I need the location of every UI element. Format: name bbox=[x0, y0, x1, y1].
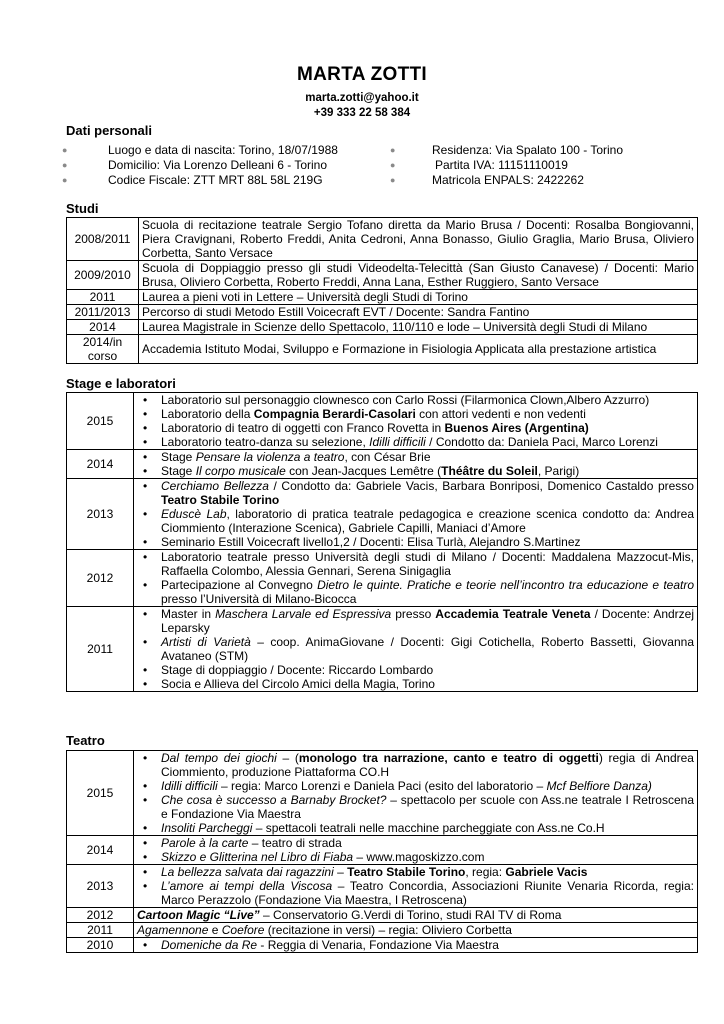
table-row bbox=[67, 479, 698, 550]
year-cell: 2013 bbox=[67, 479, 134, 550]
table-row bbox=[67, 938, 698, 953]
bullet-icon: • bbox=[143, 421, 148, 435]
phone: +39 333 22 58 384 bbox=[313, 107, 411, 119]
personal-item: ● Codice Fiscale: ZTT MRT 88L 58L 219G bbox=[62, 173, 323, 187]
bullet-list bbox=[137, 836, 694, 864]
year-cell: 2011 bbox=[67, 290, 139, 305]
studi-table bbox=[66, 217, 698, 364]
year-cell: 2008/2011 bbox=[67, 218, 139, 261]
list-item: • Eduscè Lab, laboratorio di pratica teatrale pedagogica e creazione scenica condotto da: Andrea Ciommiento (Interazione Scenica), Gabriele Capilli, Maniaci d’Amore bbox=[143, 507, 694, 535]
personal-item: ● Matricola ENPALS: 2422262 bbox=[390, 173, 584, 187]
content-cell bbox=[134, 938, 698, 953]
list-item: • Partecipazione al Convegno Dietro le quinte. Pratiche e teorie nell’incontro tra educazione e teatro presso l’Università di Milano-Bicocca bbox=[143, 578, 695, 606]
list-item: • La bellezza salvata dai ragazzini – Teatro Stabile Torino, regia: Gabriele Vacis bbox=[143, 865, 588, 879]
stage-table bbox=[66, 392, 698, 692]
table-row bbox=[67, 908, 698, 923]
bullet-icon: • bbox=[143, 779, 148, 793]
bullet-icon: ● bbox=[390, 145, 396, 155]
year-cell: 2015 bbox=[67, 393, 134, 450]
content-cell bbox=[134, 836, 698, 865]
content-cell bbox=[134, 751, 698, 836]
bullet-list bbox=[137, 865, 694, 907]
bullet-icon: ● bbox=[390, 160, 396, 170]
list-item: • Laboratorio di teatro di oggetti con Franco Rovetta in Buenos Aires (Argentina) bbox=[143, 421, 589, 435]
bullet-list bbox=[137, 479, 694, 549]
year-cell: 2014 bbox=[67, 836, 134, 865]
list-item: • L’amore ai tempi della Viscosa – Teatro Concordia, Associazioni Riunite Venaria Ricorda, regia: Marco Perazzolo (Fondazione Via Maestra, I Retroscena) bbox=[143, 879, 694, 907]
table-row bbox=[67, 305, 698, 320]
table-row bbox=[67, 836, 698, 865]
bullet-icon: • bbox=[143, 793, 148, 807]
list-item: • Master in Maschera Larvale ed Espressiva presso Accademia Teatrale Veneta / Docente: Andrzej Leparsky bbox=[143, 607, 695, 635]
table-row bbox=[67, 218, 698, 261]
section-heading-teatro: Teatro bbox=[66, 733, 105, 748]
bullet-icon: • bbox=[143, 635, 148, 649]
table-row bbox=[67, 865, 698, 908]
bullet-icon: • bbox=[143, 865, 148, 879]
list-item: • Laboratorio teatro-danza su selezione, Idilli difficili / Condotto da: Daniela Paci, Marco Lorenzi bbox=[143, 435, 658, 449]
list-item: • Laboratorio sul personaggio clownesco con Carlo Rossi (Filarmonica Clown,Albero Azzurro) bbox=[143, 393, 650, 407]
bullet-list bbox=[137, 751, 694, 835]
bullet-icon: • bbox=[143, 450, 148, 464]
list-item: • Laboratorio della Compagnia Berardi-Casolari con attori vedenti e non vedenti bbox=[143, 407, 586, 421]
table-row bbox=[67, 335, 698, 364]
table-row bbox=[67, 607, 698, 692]
bullet-icon: • bbox=[143, 663, 148, 677]
bullet-icon: • bbox=[143, 550, 148, 564]
table-row bbox=[67, 751, 698, 836]
bullet-icon: ● bbox=[62, 160, 68, 170]
bullet-list bbox=[137, 393, 694, 449]
bullet-icon: • bbox=[143, 393, 148, 407]
description-cell: Accademia Istituto Modai, Sviluppo e Formazione in Fisiologia Applicata alla prestazione artistica bbox=[139, 335, 698, 364]
list-item: • Insoliti Parcheggi – spettacoli teatrali nelle macchine parcheggiate con Ass.ne Co.H bbox=[143, 821, 605, 835]
bullet-icon: • bbox=[143, 938, 148, 952]
list-item: • Artisti di Varietà – coop. AnimaGiovane / Docenti: Gigi Cotichella, Roberto Bassetti, Giovanna Avataneo (STM) bbox=[143, 635, 695, 663]
bullet-icon: • bbox=[143, 464, 148, 478]
year-cell: 2013 bbox=[67, 865, 134, 908]
table-row bbox=[67, 261, 698, 290]
personal-item: ● Residenza: Via Spalato 100 - Torino bbox=[390, 143, 624, 157]
bullet-icon: • bbox=[143, 507, 148, 521]
list-item: • Socia e Allieva del Circolo Amici della Magia, Torino bbox=[143, 677, 435, 691]
bullet-list bbox=[137, 938, 694, 952]
list-item: • Stage di doppiaggio / Docente: Riccardo Lombardo bbox=[143, 663, 434, 677]
list-item: • Che cosa è successo a Barnaby Brocket? – spettacolo per scuole con Ass.ne teatrale I Retroscena e Fondazione Via Maestra bbox=[143, 793, 694, 821]
bullet-icon: • bbox=[143, 535, 148, 549]
list-item: • Parole à la carte – teatro di strada bbox=[143, 836, 342, 850]
year-cell: 2014 bbox=[67, 450, 134, 479]
bullet-icon: • bbox=[143, 435, 148, 449]
table-row bbox=[67, 550, 698, 607]
bullet-icon: • bbox=[143, 821, 148, 835]
year-cell: 2011 bbox=[67, 607, 134, 692]
bullet-icon: • bbox=[143, 751, 148, 765]
content-cell: Cartoon Magic “Live” – Conservatorio G.Verdi di Torino, studi RAI TV di Roma bbox=[134, 908, 698, 923]
bullet-list bbox=[137, 550, 694, 606]
email: marta.zotti@yahoo.it bbox=[305, 92, 419, 104]
description-cell: Laurea a pieni voti in Lettere – Università degli Studi di Torino bbox=[139, 290, 698, 305]
table-row bbox=[67, 393, 698, 450]
content-cell bbox=[134, 865, 698, 908]
year-cell: 2012 bbox=[67, 908, 134, 923]
bullet-list bbox=[137, 450, 694, 478]
table-row bbox=[67, 923, 698, 938]
year-cell: 2015 bbox=[67, 751, 134, 836]
section-heading-studi: Studi bbox=[66, 201, 99, 216]
list-item: • Cerchiamo Bellezza / Condotto da: Gabriele Vacis, Barbara Bonriposi, Domenico Castaldo presso Teatro Stabile Torino bbox=[143, 479, 694, 507]
description-cell: Laurea Magistrale in Scienze dello Spettacolo, 110/110 e lode – Università degli Studi di Milano bbox=[139, 320, 698, 335]
section-heading-personal: Dati personali bbox=[66, 123, 152, 138]
bullet-icon: • bbox=[143, 479, 148, 493]
bullet-icon: • bbox=[143, 607, 148, 621]
description-cell: Scuola di recitazione teatrale Sergio Tofano diretta da Mario Brusa / Docenti: Rosalba Bongiovanni, Piera Cravignani, Roberto Freddi, Anita Cedroni, Anna Bonasso, Giulio Graglia, Mario Brusa, Oliviero Corbetta, Santo Versace bbox=[139, 218, 698, 261]
content-cell bbox=[134, 550, 698, 607]
table-row bbox=[67, 320, 698, 335]
personal-item: ● Domicilio: Via Lorenzo Delleani 6 - Torino bbox=[62, 158, 327, 172]
list-item: • Skizzo e Glitterina nel Libro di Fiaba – www.magoskizzo.com bbox=[143, 850, 485, 864]
bullet-list bbox=[137, 607, 694, 691]
list-item: • Laboratorio teatrale presso Università degli studi di Milano / Docenti: Maddalena Mazzocut-Mis, Raffaella Colombo, Alessia Gennari, Serena Sinigaglia bbox=[143, 550, 694, 578]
personal-left-column bbox=[62, 143, 382, 188]
personal-item: ● Partita IVA: 11151110019 bbox=[390, 158, 568, 172]
content-cell bbox=[134, 479, 698, 550]
year-cell: 2014/in corso bbox=[67, 335, 139, 364]
list-item: • Stage Il corpo musicale con Jean-Jacques Lemêtre (Théâtre du Soleil, Parigi) bbox=[143, 464, 580, 478]
content-cell bbox=[134, 393, 698, 450]
list-item: • Domeniche da Re - Reggia di Venaria, Fondazione Via Maestra bbox=[143, 938, 499, 952]
bullet-icon: ● bbox=[62, 175, 68, 185]
year-cell: 2009/2010 bbox=[67, 261, 139, 290]
table-row bbox=[67, 290, 698, 305]
personal-item: ● Luogo e data di nascita: Torino, 18/07/1988 bbox=[62, 143, 338, 157]
bullet-icon: • bbox=[143, 677, 148, 691]
bullet-icon: ● bbox=[62, 145, 68, 155]
content-cell: Agamennone e Coefore (recitazione in versi) – regia: Oliviero Corbetta bbox=[134, 923, 698, 938]
table-row bbox=[67, 450, 698, 479]
year-cell: 2014 bbox=[67, 320, 139, 335]
list-item: • Dal tempo dei giochi – (monologo tra narrazione, canto e teatro di oggetti) regia di Andrea Ciommiento, produzione Piattaforma CO.H bbox=[143, 751, 694, 779]
year-cell: 2010 bbox=[67, 938, 134, 953]
year-cell: 2011/2013 bbox=[67, 305, 139, 320]
bullet-icon: • bbox=[143, 407, 148, 421]
teatro-table bbox=[66, 750, 698, 953]
personal-right-column bbox=[390, 143, 690, 188]
year-cell: 2012 bbox=[67, 550, 134, 607]
year-cell: 2011 bbox=[67, 923, 134, 938]
bullet-icon: • bbox=[143, 850, 148, 864]
bullet-icon: ● bbox=[390, 175, 396, 185]
bullet-icon: • bbox=[143, 578, 148, 592]
description-cell: Scuola di Doppiaggio presso gli studi Videodelta-Telecittà (San Giusto Canavese) / Docenti: Mario Brusa, Oliviero Corbetta, Roberto Freddi, Anna Lana, Esther Ruggiero, Santo Versace bbox=[139, 261, 698, 290]
list-item: • Stage Pensare la violenza a teatro, con César Brie bbox=[143, 450, 431, 464]
bullet-icon: • bbox=[143, 879, 148, 893]
content-cell bbox=[134, 607, 698, 692]
section-heading-stage: Stage e laboratori bbox=[66, 376, 176, 391]
content-cell bbox=[134, 450, 698, 479]
list-item: • Seminario Estill Voicecraft livello1,2 / Docenti: Elisa Turlà, Alejandro S.Martinez bbox=[143, 535, 581, 549]
bullet-icon: • bbox=[143, 836, 148, 850]
cv-name: MARTA ZOTTI bbox=[297, 64, 427, 85]
description-cell: Percorso di studi Metodo Estill Voicecraft EVT / Docente: Sandra Fantino bbox=[139, 305, 698, 320]
list-item: • Idilli difficili – regia: Marco Lorenzi e Daniela Paci (esito del laboratorio – Mcf Belfiore Danza) bbox=[143, 779, 652, 793]
